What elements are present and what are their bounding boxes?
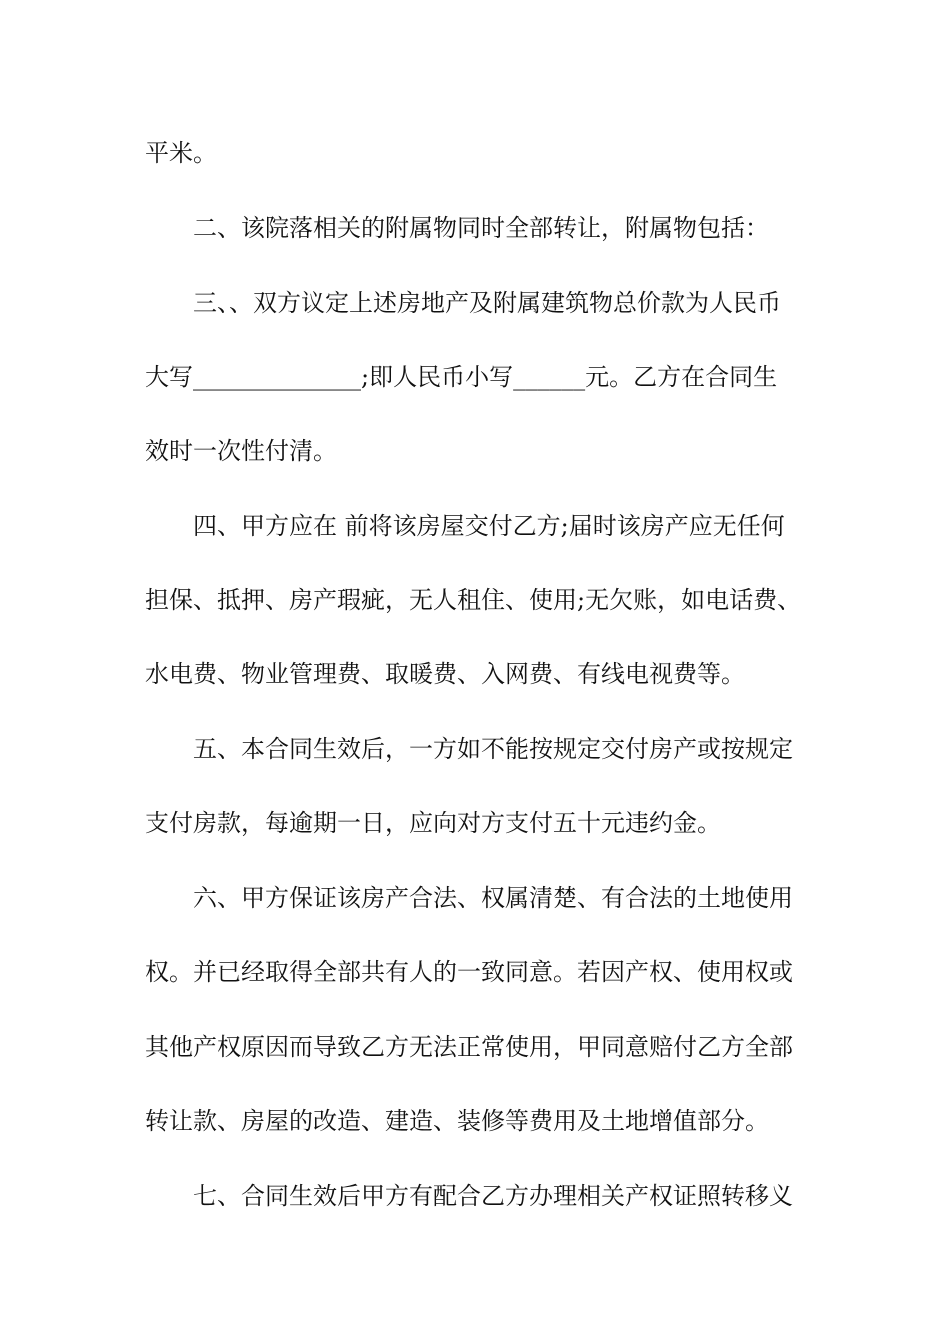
- text-line-4: 大写______________;即人民币小写______元。乙方在合同生: [145, 363, 778, 391]
- text-line-3: 三、、双方议定上述房地产及附属建筑物总价款为人民币: [193, 289, 781, 317]
- text-line-14: 转让款、房屋的改造、建造、装修等费用及土地增值部分。: [145, 1107, 769, 1135]
- text-line-6: 四、甲方应在 前将该房屋交付乙方;届时该房产应无任何: [193, 512, 785, 540]
- text-line-8: 水电费、物业管理费、取暖费、入网费、有线电视费等。: [145, 660, 745, 688]
- text-line-2: 二、该院落相关的附属物同时全部转让，附属物包括：: [193, 214, 769, 242]
- text-line-9: 五、本合同生效后，一方如不能按规定交付房产或按规定: [193, 735, 793, 763]
- text-line-13: 其他产权原因而导致乙方无法正常使用，甲同意赔付乙方全部: [145, 1033, 793, 1061]
- text-line-1: 平米。: [145, 139, 217, 167]
- text-line-12: 权。并已经取得全部共有人的一致同意。若因产权、使用权或: [145, 958, 793, 986]
- text-line-10: 支付房款，每逾期一日，应向对方支付五十元违约金。: [145, 809, 721, 837]
- text-line-11: 六、甲方保证该房产合法、权属清楚、有合法的土地使用: [193, 884, 793, 912]
- text-line-7: 担保、抵押、房产瑕疵，无人租住、使用;无欠账，如电话费、: [145, 586, 802, 614]
- text-line-5: 效时一次性付清。: [145, 437, 337, 465]
- text-line-15: 七、合同生效后甲方有配合乙方办理相关产权证照转移义: [193, 1182, 793, 1210]
